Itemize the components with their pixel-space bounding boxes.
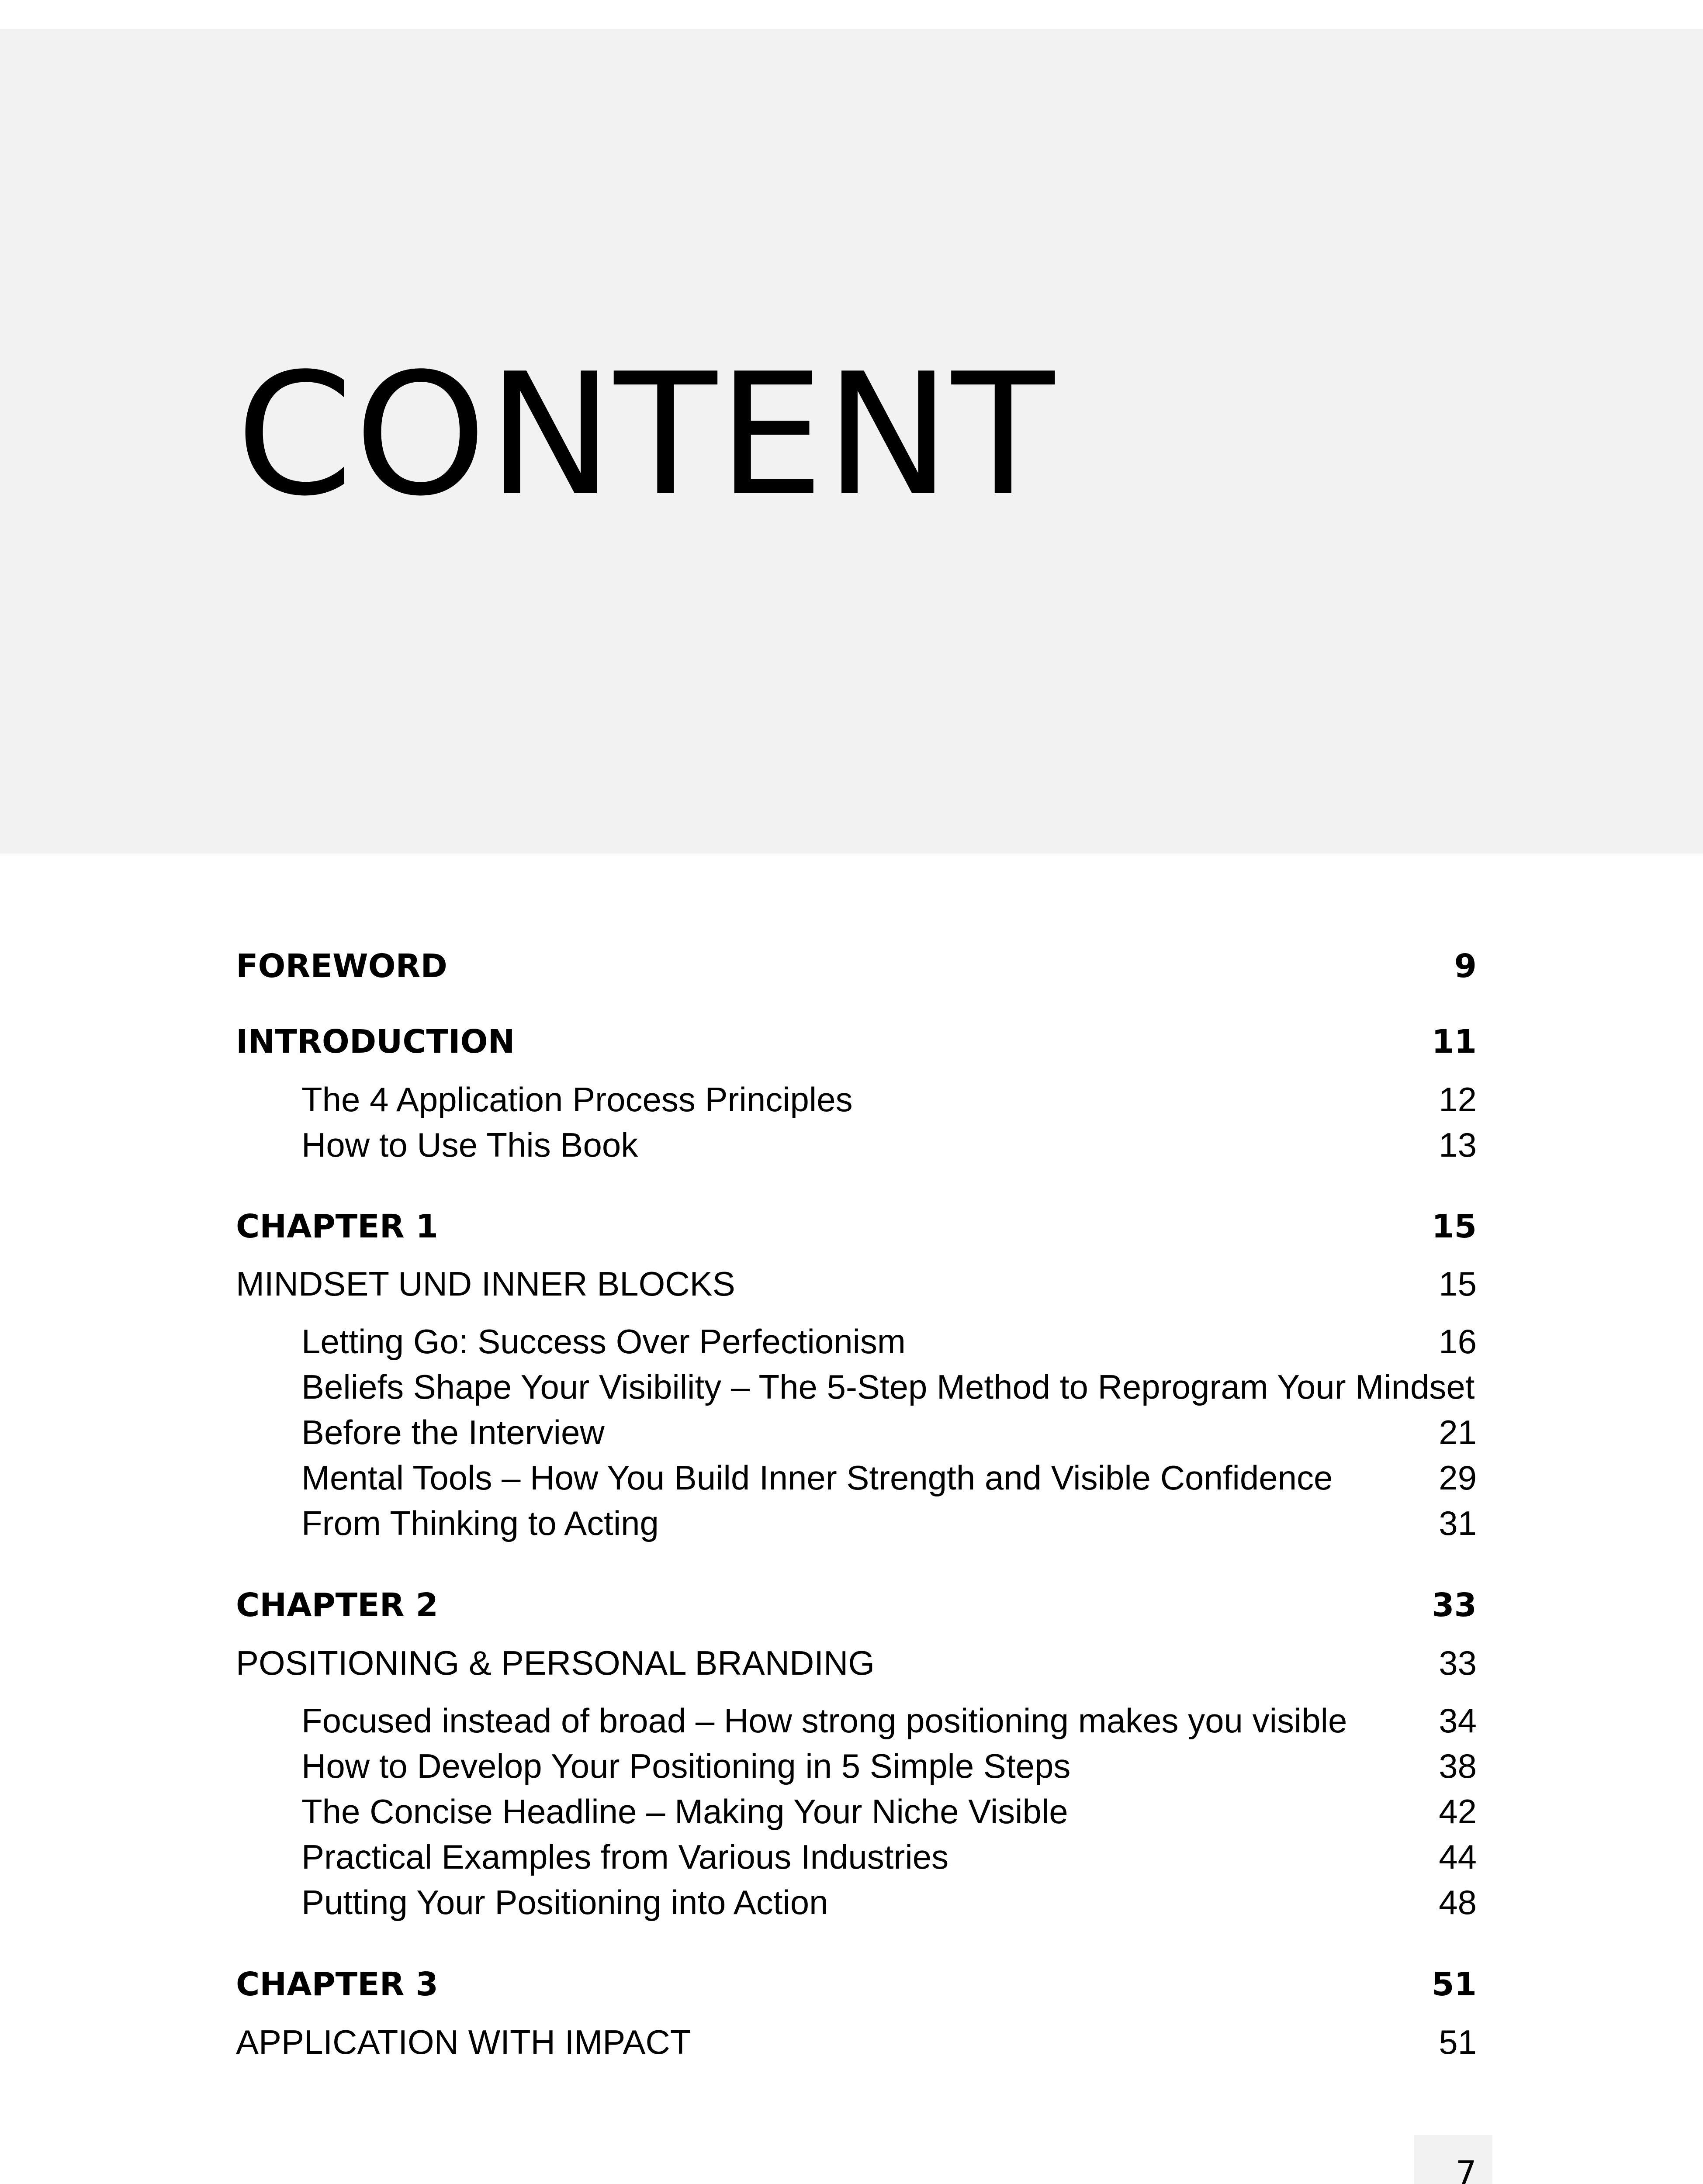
toc-row[interactable] xyxy=(236,1833,1477,1881)
toc-row-chapter-3[interactable] xyxy=(236,1960,1477,2008)
toc-label: Putting Your Positioning into Action xyxy=(301,1883,828,1921)
toc-label: CHAPTER 3 xyxy=(236,1966,439,2003)
toc-row[interactable] xyxy=(236,1075,1477,1123)
toc-label: Practical Examples from Various Industries xyxy=(301,1838,949,1876)
toc-page-number: 16 xyxy=(1439,1322,1477,1361)
toc-label: INTRODUCTION xyxy=(236,1023,515,1061)
toc-row-chapter-1[interactable] xyxy=(236,1203,1477,1251)
toc-page-number: 51 xyxy=(1432,1966,1477,2003)
toc-row[interactable] xyxy=(236,1878,1477,1926)
toc-page-number: 34 xyxy=(1439,1701,1477,1740)
page-number: 7 xyxy=(1455,2153,1477,2184)
toc-page-number: 11 xyxy=(1432,1023,1477,1061)
toc-page-number: 51 xyxy=(1439,2023,1477,2061)
toc-label: FOREWORD xyxy=(236,947,447,985)
toc-label: How to Use This Book xyxy=(301,1126,638,1164)
toc-row[interactable] xyxy=(236,1499,1477,1547)
toc-row[interactable] xyxy=(236,1742,1477,1790)
page-number-tab xyxy=(1414,2135,1492,2184)
page-title: CONTENT xyxy=(236,337,1056,533)
toc-page-number: 15 xyxy=(1439,1265,1477,1303)
toc-page-number: 48 xyxy=(1439,1883,1477,1921)
toc-row-section[interactable] xyxy=(236,1639,1477,1687)
toc-row[interactable] xyxy=(236,1787,1477,1835)
toc-label: Letting Go: Success Over Perfectionism xyxy=(301,1322,906,1361)
toc-label: CHAPTER 1 xyxy=(236,1208,439,1245)
toc-page-number: 13 xyxy=(1439,1126,1477,1164)
toc-page-number: 9 xyxy=(1454,947,1477,985)
toc-page-number: 12 xyxy=(1439,1080,1477,1119)
toc-label: Mental Tools – How You Build Inner Strength and Visible Confidence xyxy=(301,1458,1333,1497)
toc-label: APPLICATION WITH IMPACT xyxy=(236,2023,691,2061)
toc-page-number: 33 xyxy=(1439,1644,1477,1682)
toc-row[interactable] xyxy=(236,1317,1477,1365)
toc-row[interactable] xyxy=(236,1363,1477,1411)
toc-page-number: 15 xyxy=(1432,1208,1477,1245)
toc-row-section[interactable] xyxy=(236,2018,1477,2066)
toc-page-number: 29 xyxy=(1439,1458,1477,1497)
toc-page-number: 44 xyxy=(1439,1838,1477,1876)
toc-page-number: 33 xyxy=(1432,1586,1477,1624)
toc-row-introduction[interactable] xyxy=(236,1018,1477,1066)
toc-row-section[interactable] xyxy=(236,1260,1477,1308)
toc-label: The 4 Application Process Principles xyxy=(301,1080,853,1119)
toc-page-number: 38 xyxy=(1439,1747,1477,1785)
toc-page-number: 21 xyxy=(1439,1413,1477,1451)
toc-row[interactable] xyxy=(236,1697,1477,1745)
toc-row[interactable] xyxy=(236,1121,1477,1169)
toc-label: POSITIONING & PERSONAL BRANDING xyxy=(236,1644,875,1682)
toc-label: MINDSET UND INNER BLOCKS xyxy=(236,1265,735,1303)
toc-page-number: 31 xyxy=(1439,1504,1477,1542)
toc-page-number: 42 xyxy=(1439,1792,1477,1831)
toc-label: Beliefs Shape Your Visibility – The 5-Step Method to Reprogram Your Mindset xyxy=(301,1368,1475,1406)
toc-row-chapter-2[interactable] xyxy=(236,1581,1477,1629)
toc-label: How to Develop Your Positioning in 5 Simple Steps xyxy=(301,1747,1071,1785)
toc-label: CHAPTER 2 xyxy=(236,1586,439,1624)
toc-row-foreword[interactable] xyxy=(236,942,1477,990)
toc-label: Before the Interview xyxy=(301,1413,605,1451)
toc-label: The Concise Headline – Making Your Niche Visible xyxy=(301,1792,1068,1831)
toc-row[interactable] xyxy=(236,1454,1477,1502)
toc-label: Focused instead of broad – How strong positioning makes you visible xyxy=(301,1701,1347,1740)
toc-label: From Thinking to Acting xyxy=(301,1504,659,1542)
toc-row[interactable] xyxy=(236,1408,1477,1456)
